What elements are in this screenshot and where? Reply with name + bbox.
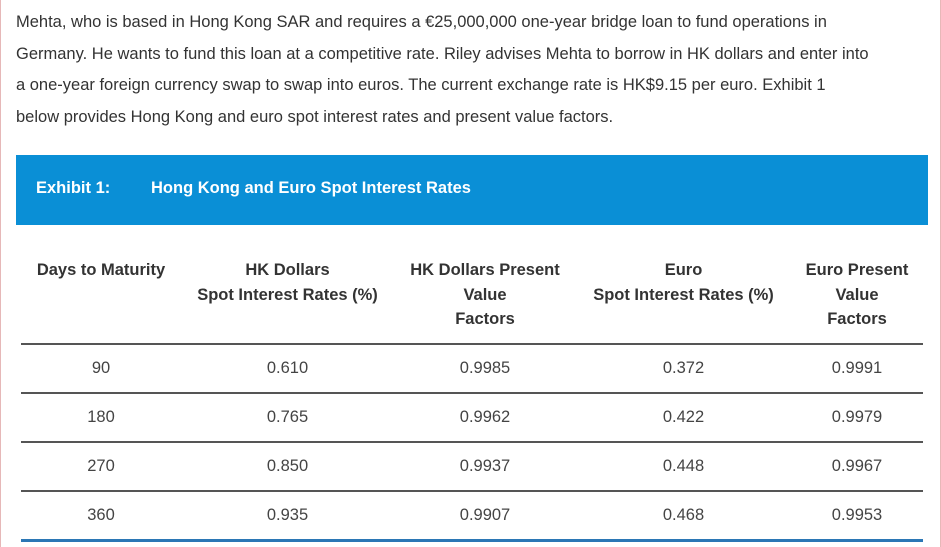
table-cell: 0.9937 bbox=[394, 442, 576, 491]
table-cell: 0.9991 bbox=[791, 344, 923, 393]
column-header-line: Spot Interest Rates (%) bbox=[593, 285, 774, 304]
table-row bbox=[21, 344, 923, 393]
table-row bbox=[21, 491, 923, 541]
table-cell: 0.372 bbox=[576, 344, 791, 393]
column-header-days-to-maturity bbox=[21, 225, 181, 344]
table-row bbox=[21, 393, 923, 442]
column-header-line: Factors bbox=[827, 310, 887, 328]
table-cell: 0.468 bbox=[576, 491, 791, 541]
exhibit-header bbox=[16, 155, 928, 225]
intro-line: a one-year foreign currency swap to swap into euros. The current exchange rate is HK$9.15 per euro. Exhibit 1 bbox=[16, 76, 826, 94]
spot-rates-table bbox=[21, 225, 923, 542]
table-row bbox=[21, 442, 923, 491]
table-cell: 0.9967 bbox=[791, 442, 923, 491]
table-cell: 90 bbox=[21, 344, 181, 393]
exhibit-table-container bbox=[16, 225, 928, 547]
table-header-row bbox=[21, 225, 923, 344]
intro-line: Germany. He wants to fund this loan at a competitive rate. Riley advises Mehta to borrow in HK dollars and enter into bbox=[16, 44, 869, 63]
column-header-line: Value bbox=[835, 285, 879, 304]
table-cell: 180 bbox=[21, 393, 181, 442]
exhibit-label: Exhibit 1: bbox=[36, 179, 111, 197]
table-cell: 0.935 bbox=[181, 491, 394, 541]
column-header-euro-spot-rates bbox=[576, 225, 791, 344]
table-cell: 0.9907 bbox=[394, 491, 576, 541]
table-cell: 0.448 bbox=[576, 442, 791, 491]
table-cell: 0.765 bbox=[181, 393, 394, 442]
column-header-line: Value bbox=[463, 285, 507, 304]
column-header-hk-pv-factors bbox=[394, 225, 576, 344]
table-cell: 0.422 bbox=[576, 393, 791, 442]
column-header-line: Euro bbox=[664, 261, 703, 279]
column-header-line: Euro Present bbox=[805, 261, 909, 279]
table-cell: 0.9979 bbox=[791, 393, 923, 442]
column-header-line: Spot Interest Rates (%) bbox=[197, 285, 378, 304]
column-header-hk-spot-rates bbox=[181, 225, 394, 344]
table-cell: 360 bbox=[21, 491, 181, 541]
intro-line: Mehta, who is based in Hong Kong SAR and requires a €25,000,000 one-year bridge loan to fund operations in bbox=[16, 13, 827, 31]
exhibit-title: Hong Kong and Euro Spot Interest Rates bbox=[151, 179, 471, 197]
column-header-line: HK Dollars bbox=[245, 261, 330, 279]
intro-line: below provides Hong Kong and euro spot interest rates and present value factors. bbox=[16, 107, 614, 126]
table-cell: 270 bbox=[21, 442, 181, 491]
table-cell: 0.850 bbox=[181, 442, 394, 491]
column-header-euro-pv-factors bbox=[791, 225, 923, 344]
column-header-line: Days to Maturity bbox=[36, 261, 166, 279]
table-cell: 0.9953 bbox=[791, 491, 923, 541]
intro-paragraph bbox=[16, 7, 931, 133]
column-header-line: Factors bbox=[455, 310, 515, 328]
table-cell: 0.9962 bbox=[394, 393, 576, 442]
table-cell: 0.610 bbox=[181, 344, 394, 393]
table-cell: 0.9985 bbox=[394, 344, 576, 393]
column-header-line: HK Dollars Present bbox=[410, 261, 560, 279]
